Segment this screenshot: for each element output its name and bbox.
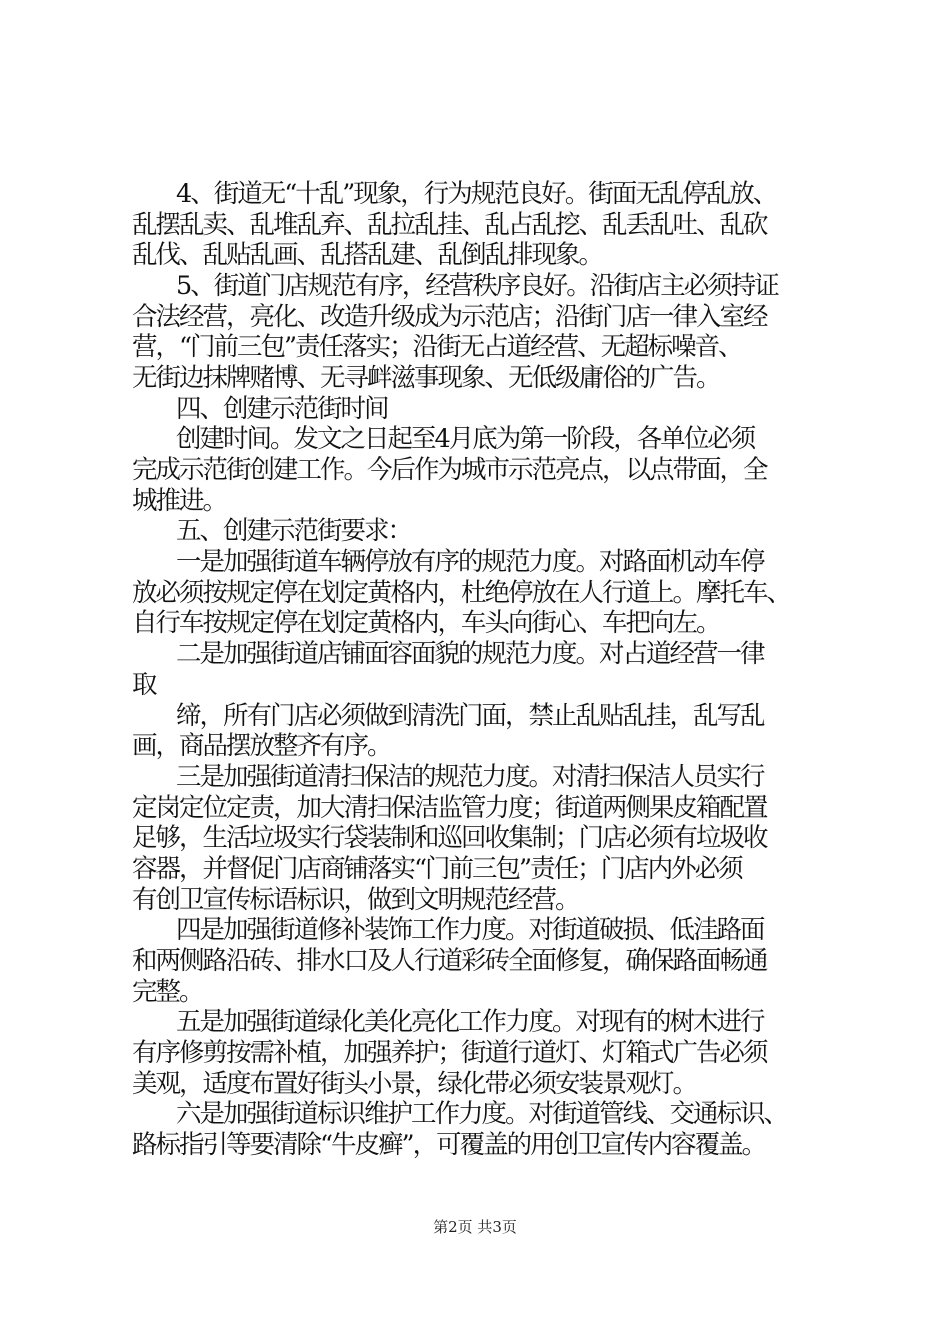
text-line: 画，商品摆放整齐有序。 [132,731,391,761]
text-line: 无街边抹牌赌博、无寻衅滋事现象、无低级庸俗的广告。 [132,363,720,393]
page-number-footer: 第2页 共3页 [433,1218,517,1236]
text-line: 有序修剪按需补植，加强养护；街道行道灯、灯箱式广告必须 [132,1038,767,1068]
text-line: 二是加强街道店铺面容面貌的规范力度。对占道经营一律 [176,639,764,669]
text-line: 和两侧路沿砖、排水口及人行道彩砖全面修复，确保路面畅通 [132,946,767,976]
text-line: 五是加强街道绿化美化亮化工作力度。对现有的树木进行 [176,1007,764,1037]
text-line: 自行车按规定停在划定黄格内，车头向街心、车把向左。 [132,608,720,638]
text-line: 美观，适度布置好街头小景，绿化带必须安装景观灯。 [132,1069,697,1099]
text-line: 完整。 [132,977,203,1007]
text-line: 乱伐、乱贴乱画、乱搭乱建、乱倒乱排现象。 [132,240,603,270]
text-line: 四是加强街道修补装饰工作力度。对街道破损、低洼路面 [176,915,764,945]
text-line: 一是加强街道车辆停放有序的规范力度。对路面机动车停 [176,547,764,577]
text-line: 有创卫宣传标语标识，做到文明规范经营。 [132,885,579,915]
section-heading: 五、创建示范街要求： [176,516,412,546]
text-line: 完成示范街创建工作。今后作为城市示范亮点，以点带面，全 [132,455,767,485]
text-line: 城推进。 [132,486,227,516]
text-line: 合法经营，亮化、改造升级成为示范店；沿街门店一律入室经 [132,302,767,332]
text-line: 取 [132,670,156,700]
text-line: 足够，生活垃圾实行袋装制和巡回收集制；门店必须有垃圾收 [132,823,767,853]
text-line: 定岗定位定责，加大清扫保洁监管力度；街道两侧果皮箱配置 [132,793,767,823]
text-line: 路标指引等要清除“牛皮癣”，可覆盖的用创卫宣传内容覆盖。 [132,1130,766,1160]
text-line: 六是加强街道标识维护工作力度。对街道管线、交通标识、 [176,1099,788,1129]
text-line: 缔，所有门店必须做到清洗门面，禁止乱贴乱挂，乱写乱 [176,701,764,731]
text-line: 容器，并督促门店商铺落实“门前三包”责任；门店内外必须 [132,854,742,884]
section-heading: 四、创建示范街时间 [176,394,388,424]
text-line: 乱摆乱卖、乱堆乱弃、乱拉乱挂、乱占乱挖、乱丢乱吐、乱砍 [132,210,767,240]
text-line: 4、街道无“十乱”现象，行为规范良好。街面无乱停乱放、 [176,179,777,209]
text-line: 创建时间。发文之日起至4月底为第一阶段，各单位必须 [176,424,755,454]
text-line: 营，“门前三包”责任落实；沿街无占道经营、无超标噪音、 [132,332,742,362]
text-line: 三是加强街道清扫保洁的规范力度。对清扫保洁人员实行 [176,762,764,792]
text-line: 放必须按规定停在划定黄格内，杜绝停放在人行道上。摩托车、 [132,578,791,608]
text-line: 5、街道门店规范有序，经营秩序良好。沿街店主必须持证 [176,271,778,301]
